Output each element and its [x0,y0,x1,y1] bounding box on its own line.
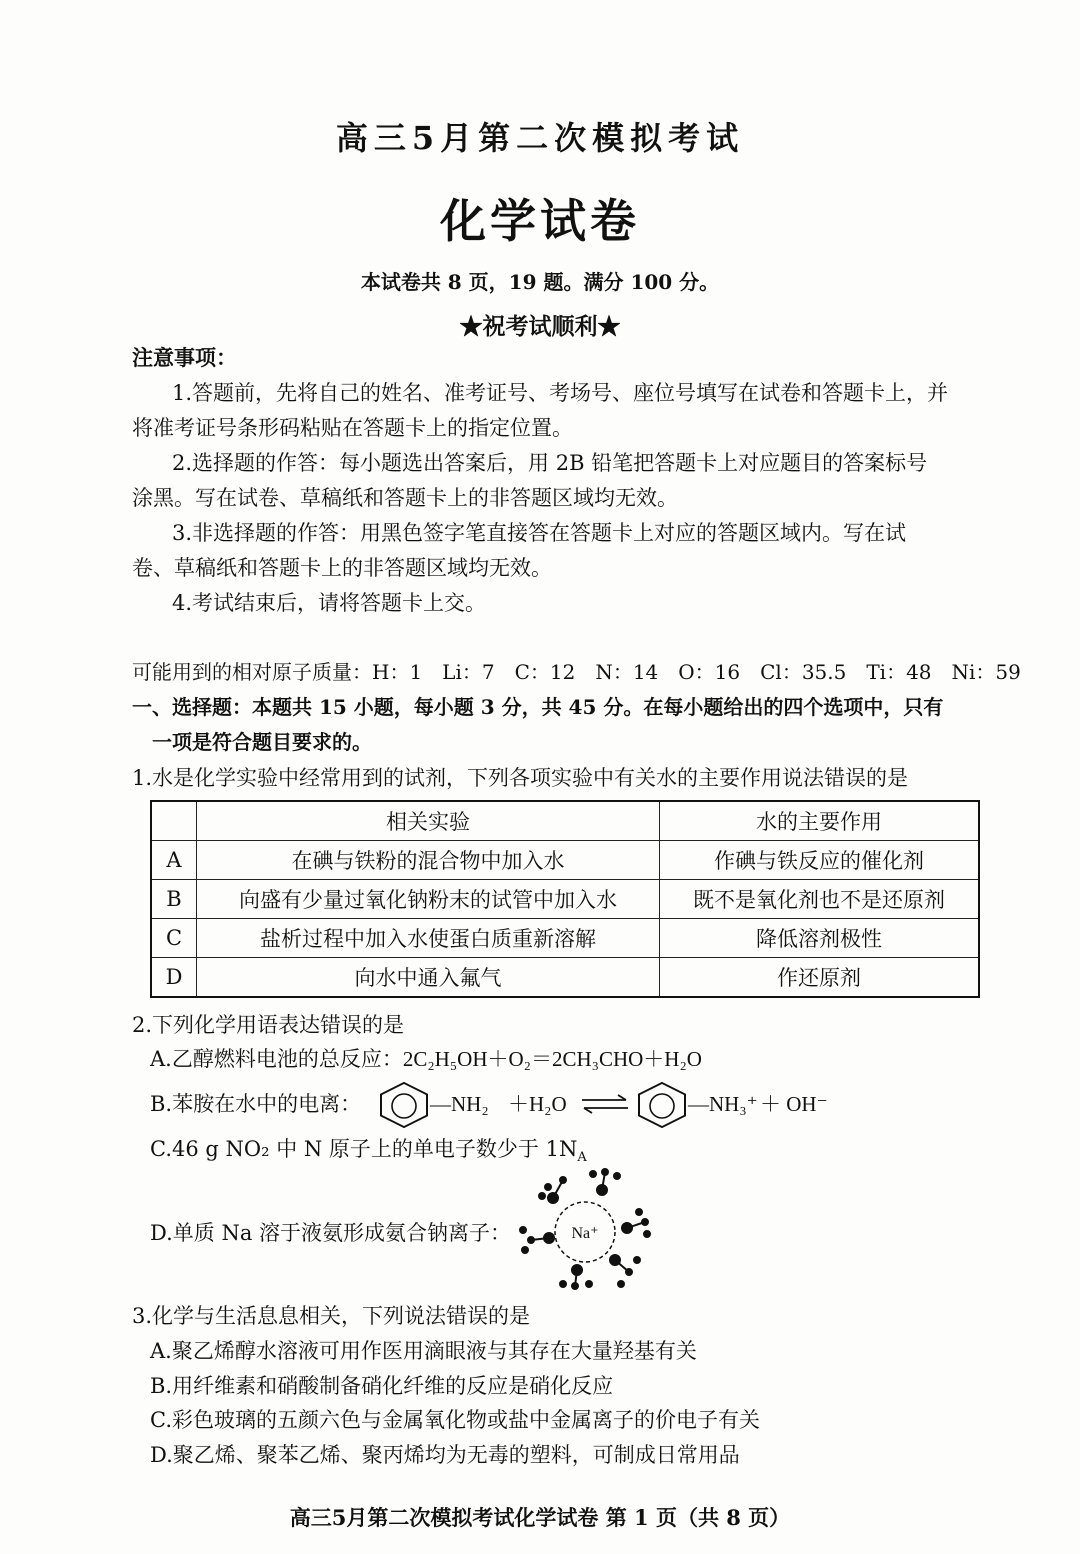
experiment-cell: 在碘与铁粉的混合物中加入水 [197,841,660,880]
q2-option-a [150,1045,702,1073]
notice-item-1-line-1: 1.答题前，先将自己的姓名、准考证号、考场号、座位号填写在试卷和答题卡上，并 [172,381,949,405]
q2-stem: 2.下列化学用语表达错误的是 [132,1013,405,1037]
q2-option-b-water: ＋H₂O [508,1092,567,1116]
page-footer: 高三5月第二次模拟考试化学试卷 第 1 页（共 8 页） [289,1505,791,1530]
q2-option-a-prefix: A.乙醇燃料电池的总反应： [150,1047,403,1071]
table-header-row [151,801,979,841]
role-cell: 作还原剂 [660,958,980,998]
atomic-mass-line: 可能用到的相对原子质量：H：1 Li：7 C：12 N：14 O：16 Cl：35.5 Ti：48 Ni：59 [132,660,1021,684]
column-header-experiment: 相关实验 [197,801,660,841]
role-cell: 作碘与铁反应的催化剂 [660,841,980,880]
table-row [151,880,979,919]
row-label: D [151,958,197,998]
q3-option-c: C.彩色玻璃的五颜六色与金属氧化物或盐中金属离子的价电子有关 [150,1408,760,1432]
q2-option-b-prefix: B.苯胺在水中的电离： [150,1092,362,1116]
section-1-heading-line-2: 一项是符合题目要求的。 [152,730,372,754]
notice-item-1-line-2: 将准考证号条形码粘贴在答题卡上的指定位置。 [132,416,573,440]
role-cell: 降低溶剂极性 [660,919,980,958]
q2-option-c-text: C.46 g NO₂ 中 N 原子上的单电子数少于 1N [150,1137,578,1161]
q2-option-a-formula: 2C₂H₅OH＋O₂＝2CH₃CHO＋H₂O [402,1047,702,1071]
benzene-ring-icon [634,1082,690,1130]
q3-stem: 3.化学与生活息息相关，下列说法错误的是 [132,1304,531,1328]
notice-heading: 注意事项： [132,345,237,370]
ammoniated-sodium-ion-diagram [505,1160,665,1300]
q1-stem: 1.水是化学实验中经常用到的试剂，下列各项实验中有关水的主要作用说法错误的是 [132,766,909,790]
q2-option-b-nh2: —NH₂ [430,1092,489,1116]
q3-option-a: A.聚乙烯醇水溶液可用作医用滴眼液与其存在大量羟基有关 [150,1339,697,1363]
q1-table [150,800,980,998]
wish-banner: ★祝考试顺利★ [459,313,621,340]
role-cell: 既不是氧化剂也不是还原剂 [660,880,980,919]
equilibrium-arrow-icon [580,1094,630,1114]
notice-item-2-line-2: 涂黑。写在试卷、草稿纸和答题卡上的非答题区域均无效。 [132,486,678,510]
column-header-role: 水的主要作用 [660,801,980,841]
benzene-ring-icon [376,1082,432,1130]
q2-option-b-nh3: —NH₃⁺ [688,1092,758,1116]
table-corner-cell [151,801,197,841]
sodium-ion-label: Na⁺ [571,1225,599,1242]
section-1-heading-line-1: 一、选择题：本题共 15 小题，每小题 3 分，共 45 分。在每小题给出的四个选项中，只有 [132,695,944,719]
exam-title: 高三5月第二次模拟考试 [335,119,745,157]
row-label: A [151,841,197,880]
q3-option-b: B.用纤维素和硝酸制备硝化纤维的反应是硝化反应 [150,1374,614,1398]
q3-option-d: D.聚乙烯、聚苯乙烯、聚丙烯均为无毒的塑料，可制成日常用品 [150,1443,740,1467]
row-label: B [151,880,197,919]
q2-option-d-text: D.单质 Na 溶于液氨形成氨合钠离子： [150,1221,512,1245]
row-label: C [151,919,197,958]
notice-item-2-line-1: 2.选择题的作答：每小题选出答案后，用 2B 铅笔把答题卡上对应题目的答案标号 [172,451,928,475]
paper-info: 本试卷共 8 页，19 题。满分 100 分。 [360,270,720,294]
notice-item-3-line-2: 卷、草稿纸和答题卡上的非答题区域均无效。 [132,556,552,580]
q2-option-c [150,1135,587,1166]
experiment-cell: 盐析过程中加入水使蛋白质重新溶解 [197,919,660,958]
table-row [151,919,979,958]
experiment-cell: 向盛有少量过氧化钠粉末的试管中加入水 [197,880,660,919]
notice-item-4: 4.考试结束后，请将答题卡上交。 [172,591,487,615]
experiment-cell: 向水中通入氟气 [197,958,660,998]
q2-option-b-oh: ＋ OH⁻ [760,1092,828,1116]
notice-item-3-line-1: 3.非选择题的作答：用黑色签字笔直接答在答题卡上对应的答题区域内。写在试 [172,521,907,545]
table-row [151,958,979,998]
q2-option-c-subscript: A [577,1150,587,1166]
table-row [151,841,979,880]
paper-title: 化学试卷 [440,194,640,248]
